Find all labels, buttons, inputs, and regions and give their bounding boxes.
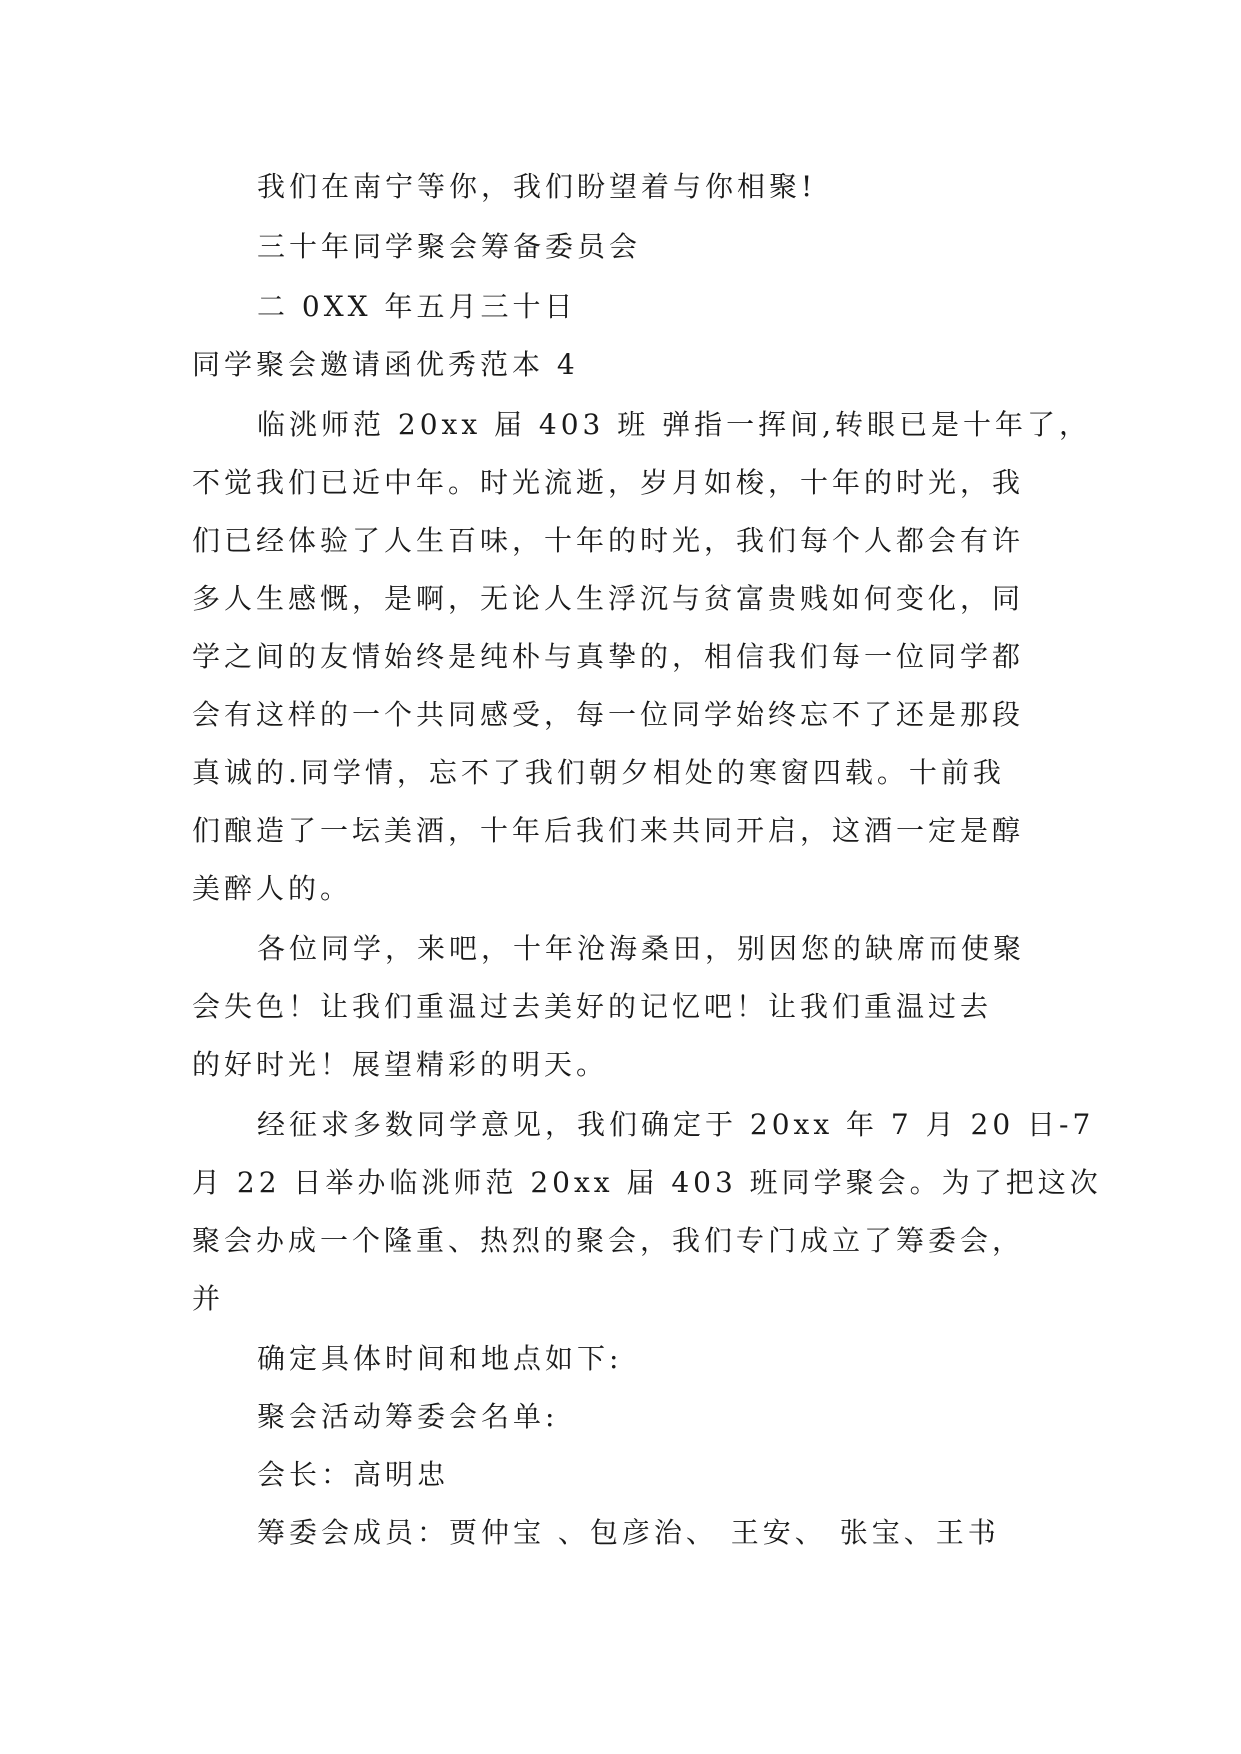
paragraph-1-line-5: 学之间的友情始终是纯朴与真挚的，相信我们每一位同学都: [192, 640, 1025, 673]
paragraph-3-line-1: 经征求多数同学意见，我们确定于 20xx 年 7 月 20 日-7: [257, 1108, 1095, 1141]
paragraph-1-line-4: 多人生感慨，是啊，无论人生浮沉与贫富贵贱如何变化，同: [192, 582, 1025, 615]
paragraph-2-line-1: 各位同学，来吧，十年沧海桑田，别因您的缺席而使聚: [257, 932, 1026, 965]
signature-committee: 三十年同学聚会筹备委员会: [257, 230, 642, 263]
time-place-intro: 确定具体时间和地点如下:: [257, 1342, 623, 1375]
paragraph-1-line-1: 临洮师范 20xx 届 403 班 弹指一挥间,转眼已是十年了，: [257, 408, 1092, 441]
paragraph-1-line-2: 不觉我们已近中年。时光流逝，岁月如梭，十年的时光，我: [192, 466, 1025, 499]
section-heading: 同学聚会邀请函优秀范本 4: [192, 348, 579, 381]
closing-line: 我们在南宁等你，我们盼望着与你相聚!: [257, 170, 817, 203]
paragraph-2-line-3: 的好时光！展望精彩的明天。: [192, 1048, 609, 1081]
committee-president: 会长：高明忠: [257, 1458, 450, 1491]
paragraph-1-line-3: 们已经体验了人生百味，十年的时光，我们每个人都会有许: [192, 524, 1025, 557]
committee-members: 筹委会成员：贾仲宝 、包彦治、 王安、 张宝、王书: [257, 1516, 1000, 1549]
committee-list-heading: 聚会活动筹委会名单:: [257, 1400, 559, 1433]
paragraph-1-line-8: 们酿造了一坛美酒，十年后我们来共同开启，这酒一定是醇: [192, 814, 1025, 847]
paragraph-3-line-3: 聚会办成一个隆重、热烈的聚会，我们专门成立了筹委会，: [192, 1224, 1025, 1257]
paragraph-1-line-9: 美醉人的。: [192, 872, 353, 905]
paragraph-3-line-2: 月 22 日举办临洮师范 20xx 届 403 班同学聚会。为了把这次: [192, 1166, 1102, 1199]
paragraph-1-line-6: 会有这样的一个共同感受，每一位同学始终忘不了还是那段: [192, 698, 1025, 731]
signature-date: 二 0XX 年五月三十日: [257, 290, 577, 323]
paragraph-2-line-2: 会失色！让我们重温过去美好的记忆吧！让我们重温过去: [192, 990, 993, 1023]
paragraph-1-line-7: 真诚的.同学情，忘不了我们朝夕相处的寒窗四载。十前我: [192, 756, 1005, 789]
paragraph-3-line-4: 并: [192, 1282, 225, 1315]
